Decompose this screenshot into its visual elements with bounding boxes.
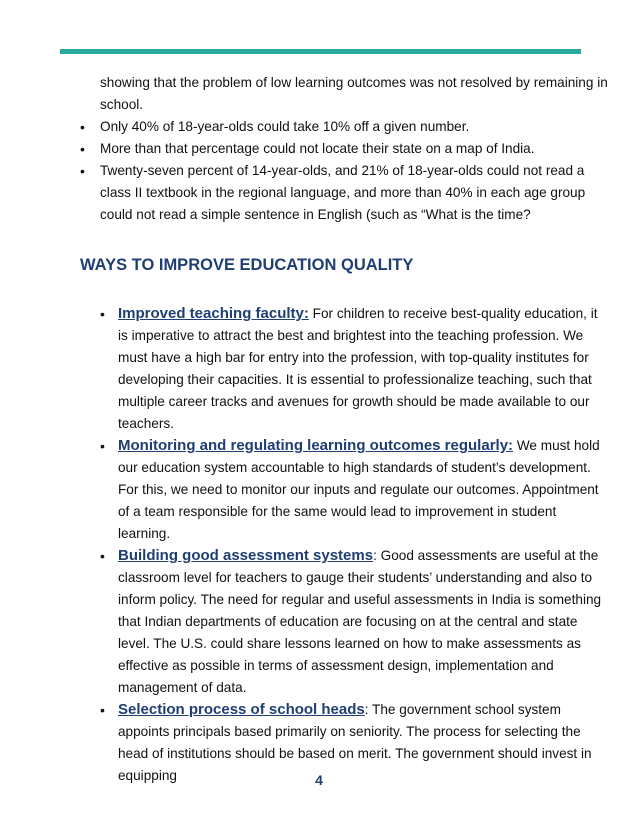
page-body: [80, 72, 610, 787]
list-item: [80, 545, 610, 699]
way-text: For children to receive best-quality education, it is imperative to attract the best and brightest into the teaching profession. We must have a high bar for entry into the profession, with top-quality institutes for developing their capacities. It is essential to professionalize teaching, such that multiple career tracks and avenues for growth should be made available to our teachers.: [118, 306, 598, 431]
ways-list: [80, 303, 610, 787]
section-heading: WAYS TO IMPROVE EDUCATION QUALITY: [80, 256, 414, 274]
list-item: • Twenty-seven percent of 14-year-olds, and 21% of 18-year-olds could not read a class II textbook in the regional language, and more than 40% in each age group could not read a simple sentence in English (such as “What is the time?: [80, 160, 610, 226]
list-item: [80, 435, 610, 545]
way-title: Building good assessment systems: [118, 547, 374, 564]
way-text: : Good assessments are useful at the classroom level for teachers to gauge their students’ understanding and also to inform policy. The need for regular and useful assessments in India is something that Indian departments of education are focusing on at the central and state level. The U.S. could share lessons learned on how to make assessments as effective as possible in terms of assessment design, implementation and management of data.: [118, 548, 602, 695]
header-rule: [60, 49, 581, 54]
list-item: • More than that percentage could not locate their state on a map of India.: [80, 138, 610, 160]
page-number: 4: [315, 772, 323, 788]
continuation-text: showing that the problem of low learning outcomes was not resolved by remaining in school.: [100, 75, 608, 112]
way-text: : The government school system appoints principals based primarily on seniority. The process for selecting the head of institutions should be based on merit. The government should invest in equipping: [118, 702, 592, 783]
stats-list: [80, 116, 610, 226]
way-title: Monitoring and regulating learning outcomes regularly:: [118, 437, 514, 454]
way-title: Selection process of school heads: [118, 701, 365, 718]
way-title: Improved teaching faculty:: [118, 305, 309, 322]
list-item: • Only 40% of 18-year-olds could take 10% off a given number.: [80, 116, 610, 138]
list-item: [80, 303, 610, 435]
way-text: We must hold our education system accountable to high standards of student’s development. For this, we need to monitor our inputs and regulate our outcomes. Appointment of a team responsible for the same would lead to improvement in student learning.: [118, 438, 600, 541]
